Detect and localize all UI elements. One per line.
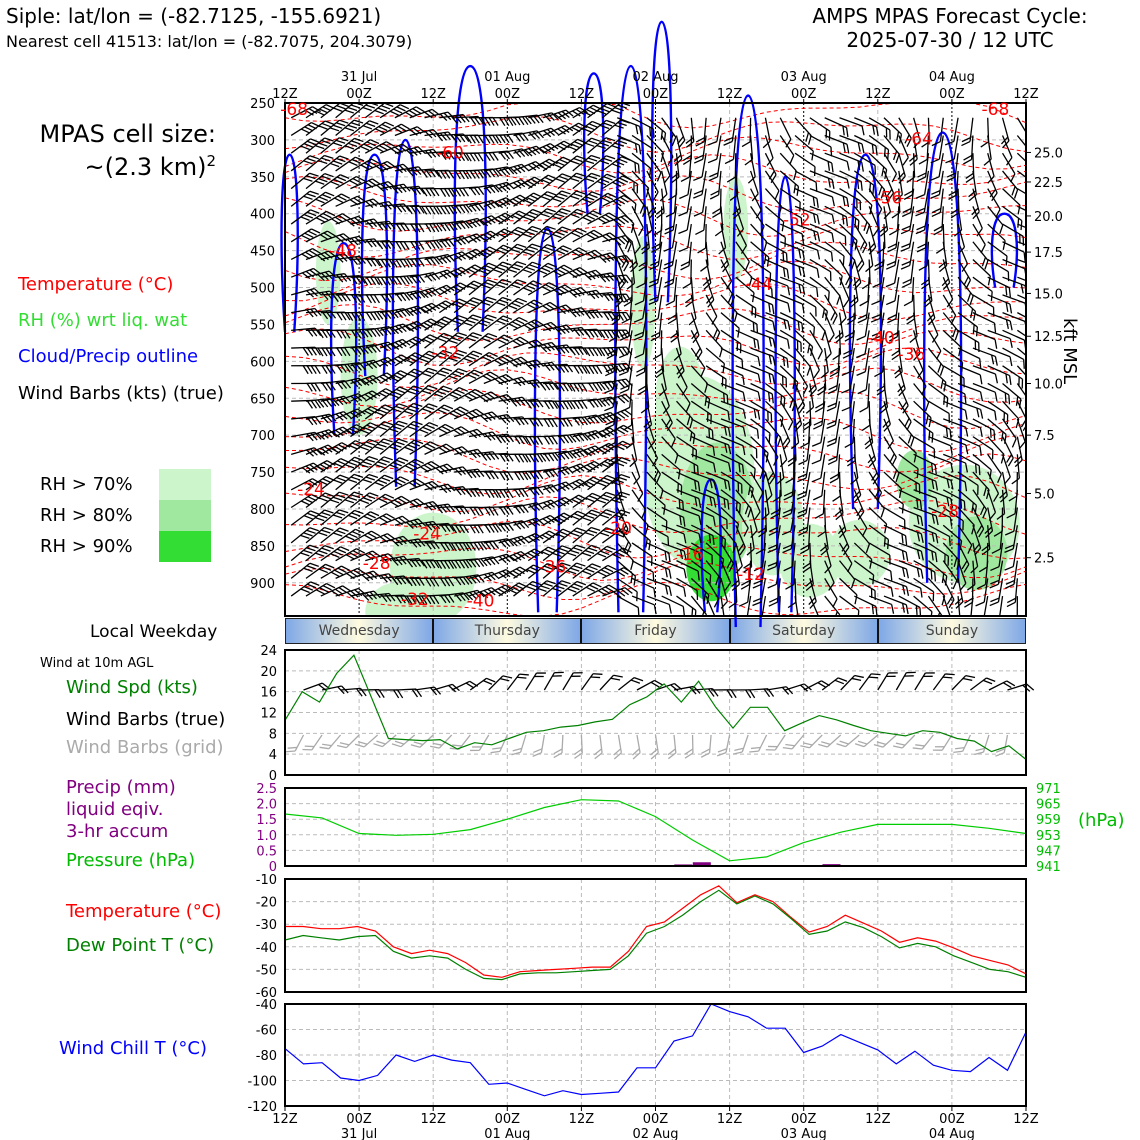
barb-flag (813, 495, 822, 501)
weekday-thursday: Thursday (434, 619, 582, 643)
wind-barb (820, 242, 848, 266)
wind-barb (410, 256, 440, 267)
wind-barb (684, 313, 701, 343)
wind-barb (813, 471, 824, 501)
cell-title: Nearest cell 41513: lat/lon = (-82.7075, 204.3079) (6, 32, 413, 51)
wind-barb (709, 152, 721, 182)
wind-barb (513, 379, 543, 391)
wind-barb (484, 196, 514, 214)
wind-barb (499, 505, 529, 516)
barb-flag (859, 144, 866, 153)
wind-barb (484, 151, 514, 161)
wind-barb (558, 462, 588, 479)
wind-spd-label: Wind Spd (kts) (66, 677, 198, 698)
wind-panel-title: Wind at 10m AGL (40, 656, 154, 671)
barb-flag (678, 229, 687, 235)
barb-flag (841, 236, 849, 245)
wind-barb (513, 532, 543, 551)
wind-barbs-grid-label: Wind Barbs (grid) (66, 737, 224, 758)
barb-flag (768, 583, 777, 589)
wind-barb (513, 471, 542, 480)
wind-barb (291, 328, 321, 339)
wind-barb (817, 348, 829, 378)
wind-barb (410, 301, 440, 320)
barb-shaft (825, 277, 840, 296)
wind-barb (380, 292, 410, 302)
barb-flag (666, 569, 674, 578)
barb-flag (800, 442, 808, 447)
wind-barb (395, 258, 424, 267)
barb-flag (667, 587, 674, 596)
wind-barb (681, 241, 692, 271)
wind-barb (528, 436, 557, 444)
wind-barb (484, 414, 514, 427)
wind-barb (837, 135, 867, 153)
windchill-label: Wind Chill T (°C) (59, 1038, 207, 1059)
barb-flag (844, 161, 851, 170)
barb-flag (823, 353, 832, 360)
wind-barb (803, 596, 822, 626)
wind-barb (291, 120, 320, 142)
barb-flag (785, 303, 792, 312)
barb-flag (742, 142, 750, 147)
barb-flag (801, 386, 810, 394)
wind-barb (528, 578, 555, 603)
wind-barb (469, 451, 499, 462)
wind-barb (499, 550, 529, 568)
wind-barbs-true-label: Wind Barbs (true) (66, 709, 226, 730)
barb-flag (814, 269, 822, 278)
wind-barb (658, 596, 688, 616)
wind-barb (454, 247, 484, 267)
wind-barb (365, 310, 395, 320)
barb-flag (659, 194, 668, 201)
weekday-title: Local Weekday (90, 622, 218, 642)
barb-flag (653, 354, 661, 359)
wind-barb (758, 135, 775, 165)
barb-shaft (780, 295, 802, 304)
wind-barb (484, 523, 514, 534)
barb-flag (812, 441, 821, 447)
wind-barb (439, 486, 469, 498)
barb-flag (814, 198, 822, 207)
barb-flag (779, 460, 788, 467)
wind-barb (484, 135, 513, 144)
temp-label: Temperature (°C) (66, 901, 222, 922)
barb-flag (695, 229, 703, 235)
cycle-title-line1: AMPS MPAS Forecast Cycle: (812, 4, 1088, 28)
wind-barb (306, 443, 336, 462)
barb-flag (740, 376, 748, 385)
wind-barb (804, 313, 829, 341)
wind-barb (806, 242, 836, 262)
barb-flag (754, 340, 762, 349)
wind-barb (513, 115, 543, 126)
wind-barb (528, 453, 557, 463)
barb-shaft (795, 259, 817, 268)
wind-barb (543, 435, 572, 445)
barb-flag (739, 601, 748, 607)
barb-flag (708, 618, 717, 626)
barb-flag (388, 180, 395, 189)
barb-flag (829, 180, 837, 189)
wind-barb (659, 578, 689, 596)
wind-barb (513, 160, 543, 179)
wind-barb (833, 242, 858, 270)
barb-flag (679, 247, 688, 253)
barb-flag (708, 140, 717, 146)
barb-flag (828, 163, 836, 172)
barb-shaft (780, 118, 791, 140)
barb-flag (814, 215, 822, 224)
wind-barb (484, 507, 513, 516)
wind-barb (573, 289, 603, 302)
barb-flag (812, 459, 821, 465)
legend-cloud: Cloud/Precip outline (18, 346, 199, 367)
barb-flag (844, 179, 851, 188)
wind-barb (425, 223, 454, 232)
precip-label-3: 3-hr accum (66, 821, 169, 842)
wind-barb (822, 171, 852, 189)
barb-flag (828, 252, 836, 261)
wind-barb (777, 313, 807, 333)
wind-barb (693, 170, 706, 200)
wind-barb (679, 223, 691, 253)
wind-barb (836, 171, 866, 191)
wind-barb (743, 153, 756, 183)
barb-flag (815, 250, 822, 259)
barb-flag (791, 620, 800, 626)
legend-temperature: Temperature (°C) (18, 274, 174, 295)
wind-barb (698, 224, 707, 253)
wind-barb (469, 229, 499, 249)
wind-barb (350, 436, 378, 460)
barb-flag (785, 321, 792, 330)
wind-barb (698, 259, 711, 289)
barb-flag (679, 194, 688, 200)
barb-flag (708, 158, 717, 164)
barb-flag (799, 304, 807, 313)
wind-barb (543, 480, 573, 497)
barb-flag (754, 429, 762, 438)
weekday-friday: Friday (582, 619, 730, 643)
cell-size-superscript: 2 (206, 152, 216, 170)
wind-barb (499, 489, 528, 498)
precip-label-1: Precip (mm) (66, 777, 176, 798)
kft-axis-label: kft MSL (1059, 318, 1080, 385)
wind-barb (425, 131, 455, 143)
wind-barb (469, 214, 499, 231)
wind-barb (807, 206, 837, 224)
wind-barb (708, 116, 721, 146)
wind-barb (777, 295, 807, 313)
barb-flag (843, 128, 851, 137)
barb-flag (800, 251, 808, 260)
cycle-title-line2: 2025-07-30 / 12 UTC (846, 28, 1054, 52)
barb-flag (799, 460, 808, 466)
wind-barb (679, 187, 692, 217)
wind-barb (439, 265, 469, 284)
barb-flag (827, 272, 835, 281)
precip-label-2: liquid eqiv. (66, 799, 164, 820)
wind-barb (742, 118, 751, 147)
barb-flag (740, 392, 748, 401)
time-height-panel (282, 22, 1045, 642)
barb-flag (813, 288, 821, 297)
wind-barb (807, 224, 837, 242)
wind-barb (822, 189, 852, 207)
wind-barb (321, 425, 351, 444)
wind-barb (812, 453, 825, 483)
wind-barb (668, 295, 677, 324)
barb-flag (830, 599, 839, 607)
wind-barb (762, 330, 792, 348)
barb-flag (812, 618, 821, 626)
barb-shaft (810, 224, 832, 233)
wind-barb (350, 218, 380, 232)
wind-barb (763, 313, 793, 331)
wind-barb (439, 114, 469, 126)
wind-barb (775, 348, 803, 372)
barb-flag (667, 604, 674, 613)
barb-flag (812, 307, 820, 316)
wind-barb (642, 118, 670, 142)
site-title: Siple: lat/lon = (-82.7125, -155.6921) (6, 4, 382, 28)
barb-shaft (795, 277, 817, 287)
wind-barb (454, 170, 483, 179)
wind-barb (291, 508, 319, 532)
wind-barb (454, 469, 484, 480)
barb-flag (738, 618, 747, 624)
barb-flag (859, 126, 866, 135)
wind-barb (701, 348, 728, 373)
cloud-outline (282, 155, 298, 332)
wind-barb (439, 466, 469, 480)
barb-flag (771, 620, 779, 625)
wind-barb (588, 272, 618, 285)
barb-flag (816, 351, 825, 359)
wind-barb (558, 327, 588, 338)
wind-barb (558, 401, 587, 410)
wind-barb (573, 399, 603, 409)
barb-shaft (647, 153, 661, 172)
wind-barb (743, 171, 760, 201)
wind-barb (727, 153, 736, 182)
wind-barb (588, 426, 618, 444)
wind-barb (695, 206, 706, 236)
wind-barb (291, 461, 321, 479)
wind-barb (627, 153, 655, 177)
barb-flag (829, 233, 837, 242)
wind-barb (573, 310, 603, 321)
legend-wind: Wind Barbs (kts) (true) (18, 383, 224, 404)
weekday-sunday: Sunday (879, 619, 1025, 643)
wind-barb (469, 431, 499, 444)
wind-barb (425, 463, 455, 480)
barb-flag (720, 601, 729, 608)
barb-flag (752, 449, 760, 458)
rh-blob (828, 520, 890, 586)
barb-flag (815, 232, 822, 241)
barb-shaft (617, 206, 634, 223)
wind-barb (805, 277, 833, 301)
wind-barb (365, 201, 395, 215)
wind-barb (543, 344, 573, 356)
wind-barb (380, 276, 409, 285)
rh70-label: RH > 70% (40, 474, 133, 495)
wind-barb (683, 118, 694, 148)
wind-barb (425, 283, 455, 302)
barb-flag (565, 123, 573, 132)
barb-flag (651, 605, 659, 614)
wind-barb (306, 398, 336, 409)
barb-flag (755, 410, 763, 419)
barb-shaft (632, 472, 643, 494)
wind-barb (291, 366, 320, 374)
barb-flag (621, 407, 629, 413)
pressure-label: Pressure (hPa) (66, 850, 196, 871)
legend-rh: RH (%) wrt liq. wat (18, 310, 188, 331)
wind-barb (291, 383, 320, 391)
barb-flag (726, 620, 734, 625)
wind-barb (792, 259, 822, 277)
wind-barb (543, 418, 572, 426)
cell-size-value: ~(2.3 km) (84, 153, 207, 181)
wind-barb (454, 187, 483, 197)
wind-barb (499, 178, 529, 196)
wind-barb (698, 242, 708, 272)
barb-flag (799, 234, 807, 243)
wind-barb (291, 400, 320, 409)
rh90-label: RH > 90% (40, 536, 133, 557)
barb-flag (784, 269, 792, 278)
barb-flag (651, 588, 659, 597)
wind-barb (528, 142, 558, 161)
dew-label: Dew Point T (°C) (66, 935, 215, 956)
wind-barb (395, 320, 425, 338)
barb-shaft (662, 596, 684, 606)
barb-shaft (632, 490, 646, 510)
barb-flag (785, 339, 793, 348)
wind-barb (410, 240, 439, 249)
barb-flag (680, 606, 688, 615)
cell-size-line1: MPAS cell size: (39, 120, 216, 148)
wind-barb (365, 221, 395, 232)
wind-barb (528, 362, 558, 374)
wind-barb (818, 277, 843, 305)
wind-barb (624, 437, 637, 467)
barb-flag (664, 246, 673, 252)
weekday-wednesday: Wednesday (286, 619, 434, 643)
barb-shaft (780, 135, 794, 155)
barb-flag (717, 620, 726, 626)
weekday-saturday: Saturday (731, 619, 879, 643)
barb-flag (373, 197, 380, 206)
wind-barb (759, 171, 782, 199)
wind-barb (602, 393, 632, 409)
pressure-unit: (hPa) (1078, 810, 1125, 831)
barb-flag (681, 587, 689, 596)
wind-barb (528, 513, 558, 532)
wind-barb (787, 596, 799, 626)
wind-barb (644, 596, 674, 614)
barb-flag (604, 406, 613, 412)
wind-barb (454, 448, 484, 462)
barb-flag (637, 126, 645, 135)
wind-barb (835, 206, 863, 230)
rh80-label: RH > 80% (40, 505, 133, 526)
barb-flag (830, 197, 837, 206)
barb-shaft (825, 259, 842, 275)
